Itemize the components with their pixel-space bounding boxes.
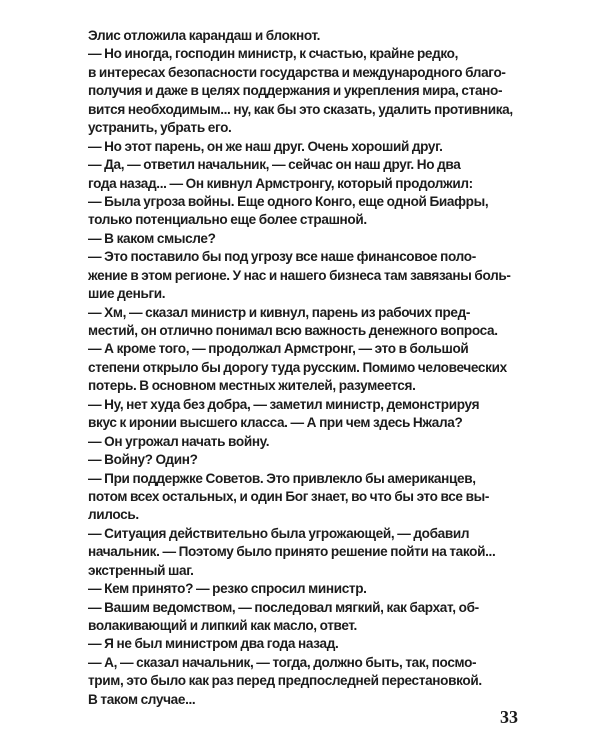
text-line: — Он угрожал начать войну. bbox=[88, 433, 270, 449]
text-line: — Ну, нет худа без добра, — заметил министр, демонстрируя bbox=[88, 396, 480, 412]
text-line: — Кем принято? — резко спросил министр. bbox=[88, 581, 367, 597]
text-line: потом всех остальных, и один Бог знает, во что бы это все вы- bbox=[88, 488, 490, 504]
page-number: 33 bbox=[500, 707, 518, 727]
text-line: В таком случае... bbox=[88, 691, 196, 707]
text-line: устранить, убрать его. bbox=[88, 120, 232, 136]
text-line: — А, — сказал начальник, — тогда, должно быть, так, посмо- bbox=[88, 654, 477, 670]
text-line: лилось. bbox=[88, 507, 139, 523]
text-line: только потенциально еще более страшной. bbox=[88, 212, 367, 228]
text-line: — Это поставило бы под угрозу все наше финансовое поло- bbox=[88, 249, 476, 265]
text-line: в интересах безопасности государства и международного благо- bbox=[88, 64, 506, 80]
text-line: вкус к иронии высшего класса. — А при чем здесь Нжала? bbox=[88, 415, 463, 431]
text-line: — Хм, — сказал министр и кивнул, парень из рабочих пред- bbox=[88, 304, 471, 320]
text-line: степени открыло бы дорогу туда русским. Помимо человеческих bbox=[88, 359, 507, 375]
text-line: экстренный шаг. bbox=[88, 562, 194, 578]
text-line: волакивающий и липкий как масло, ответ. bbox=[88, 618, 357, 633]
text-line: местий, он отлично понимал всю важность денежного вопроса. bbox=[88, 323, 498, 338]
text-line: шие деньги. bbox=[88, 286, 166, 302]
text-line: — Но этот парень, он же наш друг. Очень хороший друг. bbox=[88, 138, 443, 154]
text-line: — При поддержке Советов. Это привлекло бы американцев, bbox=[88, 470, 476, 486]
text-line: — Вашим ведомством, — последовал мягкий, как бархат, об- bbox=[88, 599, 479, 615]
text-line: — Ситуация действительно была угрожающей, — добавил bbox=[88, 525, 470, 541]
text-line: начальник. — Поэтому было принято решение пойти на такой... bbox=[88, 544, 496, 560]
text-line: — Но иногда, господин министр, к счастью, крайне редко, bbox=[88, 46, 459, 62]
text-line: — В каком смысле? bbox=[88, 230, 216, 246]
body-text bbox=[88, 27, 513, 709]
text-line: трим, это было как раз перед предпоследней перестановкой. bbox=[88, 673, 482, 689]
text-line: потерь. В основном местных жителей, разумеется. bbox=[88, 378, 416, 394]
text-line: Элис отложила карандаш и блокнот. bbox=[88, 28, 321, 43]
text-line: получия и даже в целях поддержания и укрепления мира, стано- bbox=[88, 83, 503, 99]
text-line: — Я не был министром два года назад. bbox=[88, 636, 339, 652]
text-line: — Войну? Один? bbox=[88, 452, 198, 468]
text-line: — Да, — ответил начальник, — сейчас он наш друг. Но два bbox=[88, 157, 461, 173]
text-line: — Была угроза войны. Еще одного Конго, еще одной Биафры, bbox=[88, 193, 489, 209]
text-line: жение в этом регионе. У нас и нашего бизнеса там завязаны боль- bbox=[88, 267, 511, 283]
text-line: года назад... — Он кивнул Армстронгу, который продолжил: bbox=[88, 175, 473, 191]
text-line: вится необходимым... ну, как бы это сказать, удалить противника, bbox=[88, 101, 513, 117]
text-line: — А кроме того, — продолжал Армстронг, — это в большой bbox=[88, 341, 469, 357]
